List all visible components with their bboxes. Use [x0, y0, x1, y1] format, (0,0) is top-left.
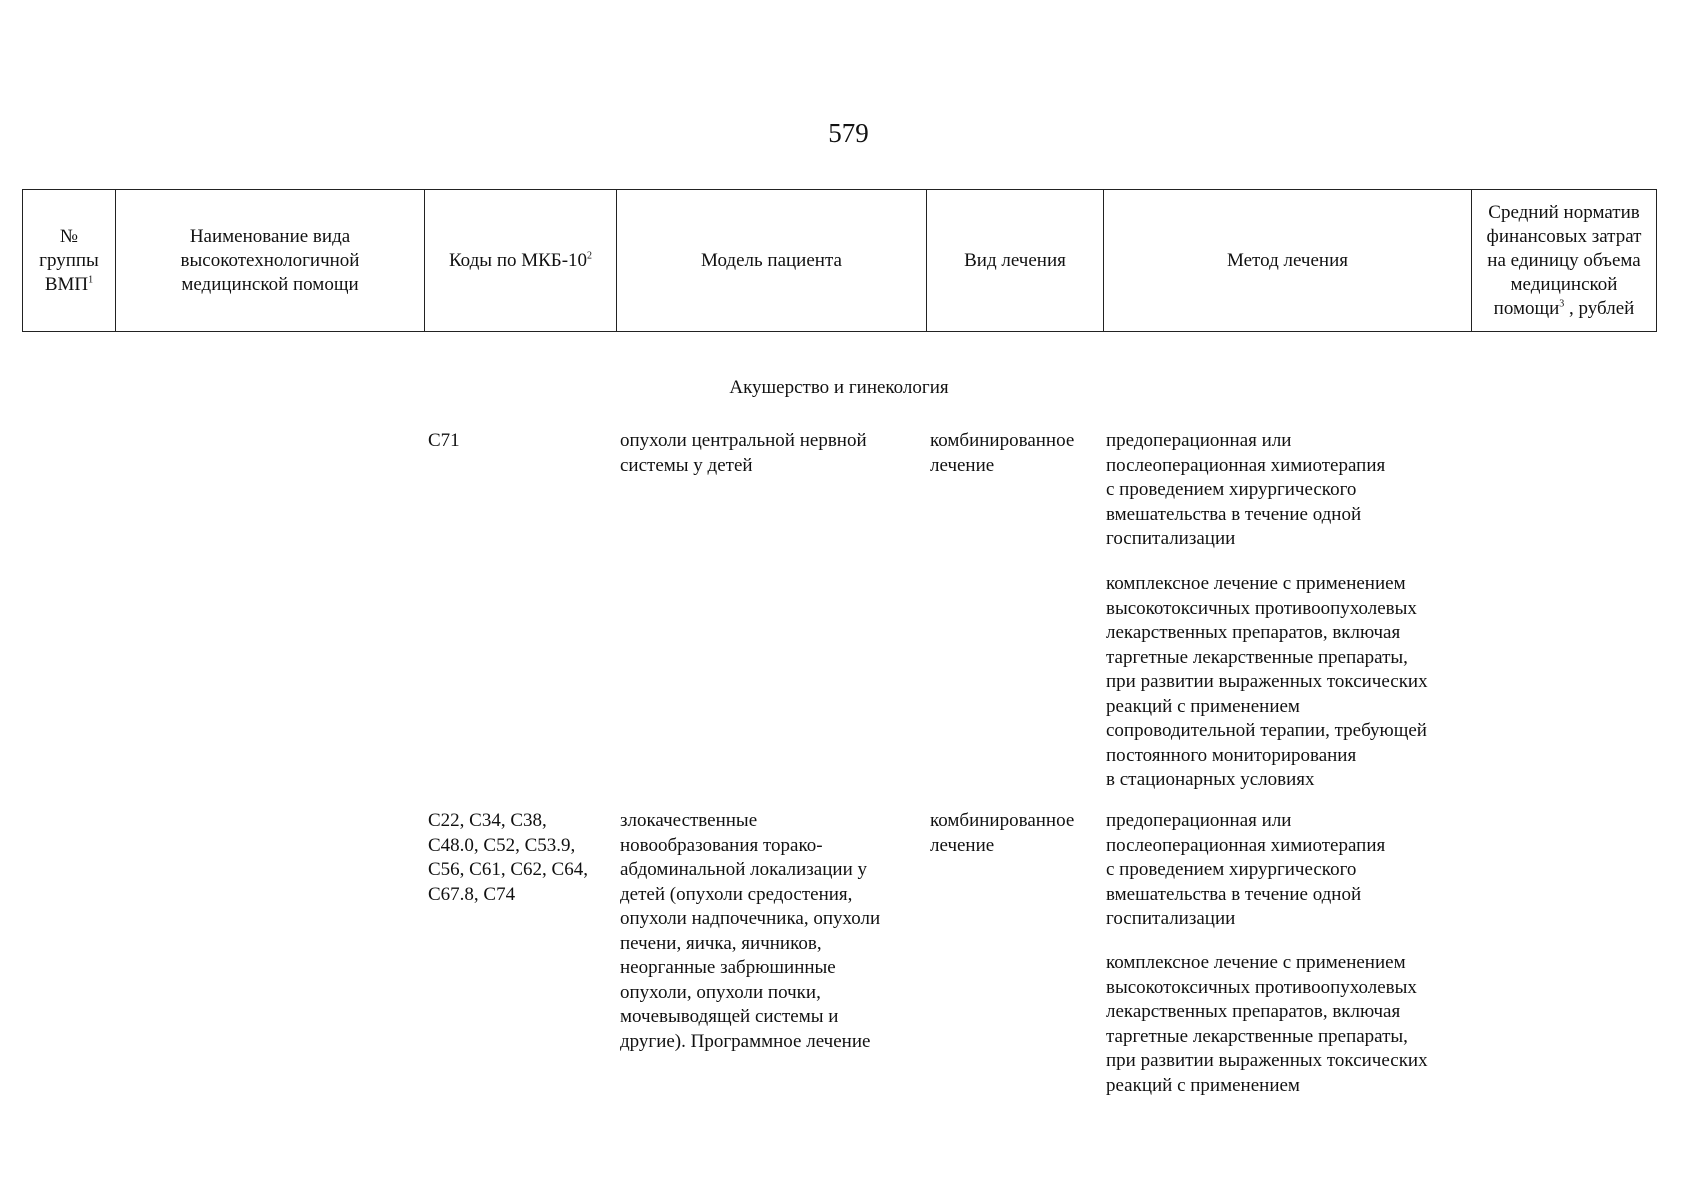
row-2-patient-model: злокачественные новообразования торако- абдоминальной локализации у детей (опухоли средостения, опухоли надпочечника, опухоли печени, яичка, яичников, неорганные забрюшинные опухоли, опухоли почки, мочевыводящей системы и другие). Программное лечение — [620, 810, 881, 1052]
header-icd-codes-text: Коды по МКБ-10 — [448, 249, 588, 271]
row-1-method-1: предоперационная или послеоперационная химиотерапия с проведением хирургического вмешательства в течение одной госпитализации — [1106, 430, 1386, 549]
row-1-method-2: комплексное лечение с применением высокотоксичных противоопухолевых лекарственных препаратов, включая таргетные лекарственные препараты, при развитии выраженных токсических реакций с применением сопроводительной терапии, требующей постоянного мониторирования в стационарных условиях — [1106, 573, 1428, 790]
header-treatment-kind-text: Вид лечения — [964, 249, 1066, 271]
row-2-method-2: комплексное лечение с применением высокотоксичных противоопухолевых лекарственных препаратов, включая таргетные лекарственные препараты, при развитии выраженных токсических реакций с применением — [1106, 952, 1428, 1096]
page-number: 579 — [828, 118, 869, 148]
header-average-cost — [1472, 190, 1657, 332]
footnote-2: 2 — [587, 250, 593, 262]
header-treatment-method-text: Метод лечения — [1226, 249, 1348, 271]
footnote-3: 3 — [1559, 298, 1565, 310]
header-icd-codes — [425, 190, 617, 332]
section-title: Акушерство и гинекология — [729, 377, 949, 398]
row-2-method-1: предоперационная или послеоперационная химиотерапия с проведением хирургического вмешательства в течение одной госпитализации — [1106, 810, 1386, 929]
row-2-icd-codes: C22, C34, C38, C48.0, C52, C53.9, C56, C61, C62, C64, C67.8, C74 — [428, 810, 588, 905]
table-header — [22, 189, 1657, 332]
footnote-1: 1 — [88, 274, 94, 286]
header-average-cost-text: Средний норматив финансовых затрат на единицу объема медицинской помощи — [1486, 201, 1642, 319]
header-treatment-method — [1104, 190, 1472, 332]
row-1-patient-model: опухоли центральной нервной системы у детей — [620, 430, 867, 476]
header-care-name — [116, 190, 425, 332]
header-patient-model — [617, 190, 927, 332]
header-patient-model-text: Модель пациента — [701, 249, 842, 271]
row-1-treatment-kind: комбинированное лечение — [930, 430, 1075, 476]
header-care-name-text: Наименование вида высокотехнологичной медицинской помощи — [180, 225, 360, 295]
header-treatment-kind — [927, 190, 1104, 332]
row-1-icd-codes: C71 — [428, 430, 460, 451]
row-2-treatment-kind: комбинированное лечение — [930, 810, 1075, 856]
header-group-number — [23, 190, 116, 332]
header-group-number-text: № группы ВМП — [39, 225, 99, 295]
header-average-cost-unit: , рублей — [1564, 297, 1635, 319]
